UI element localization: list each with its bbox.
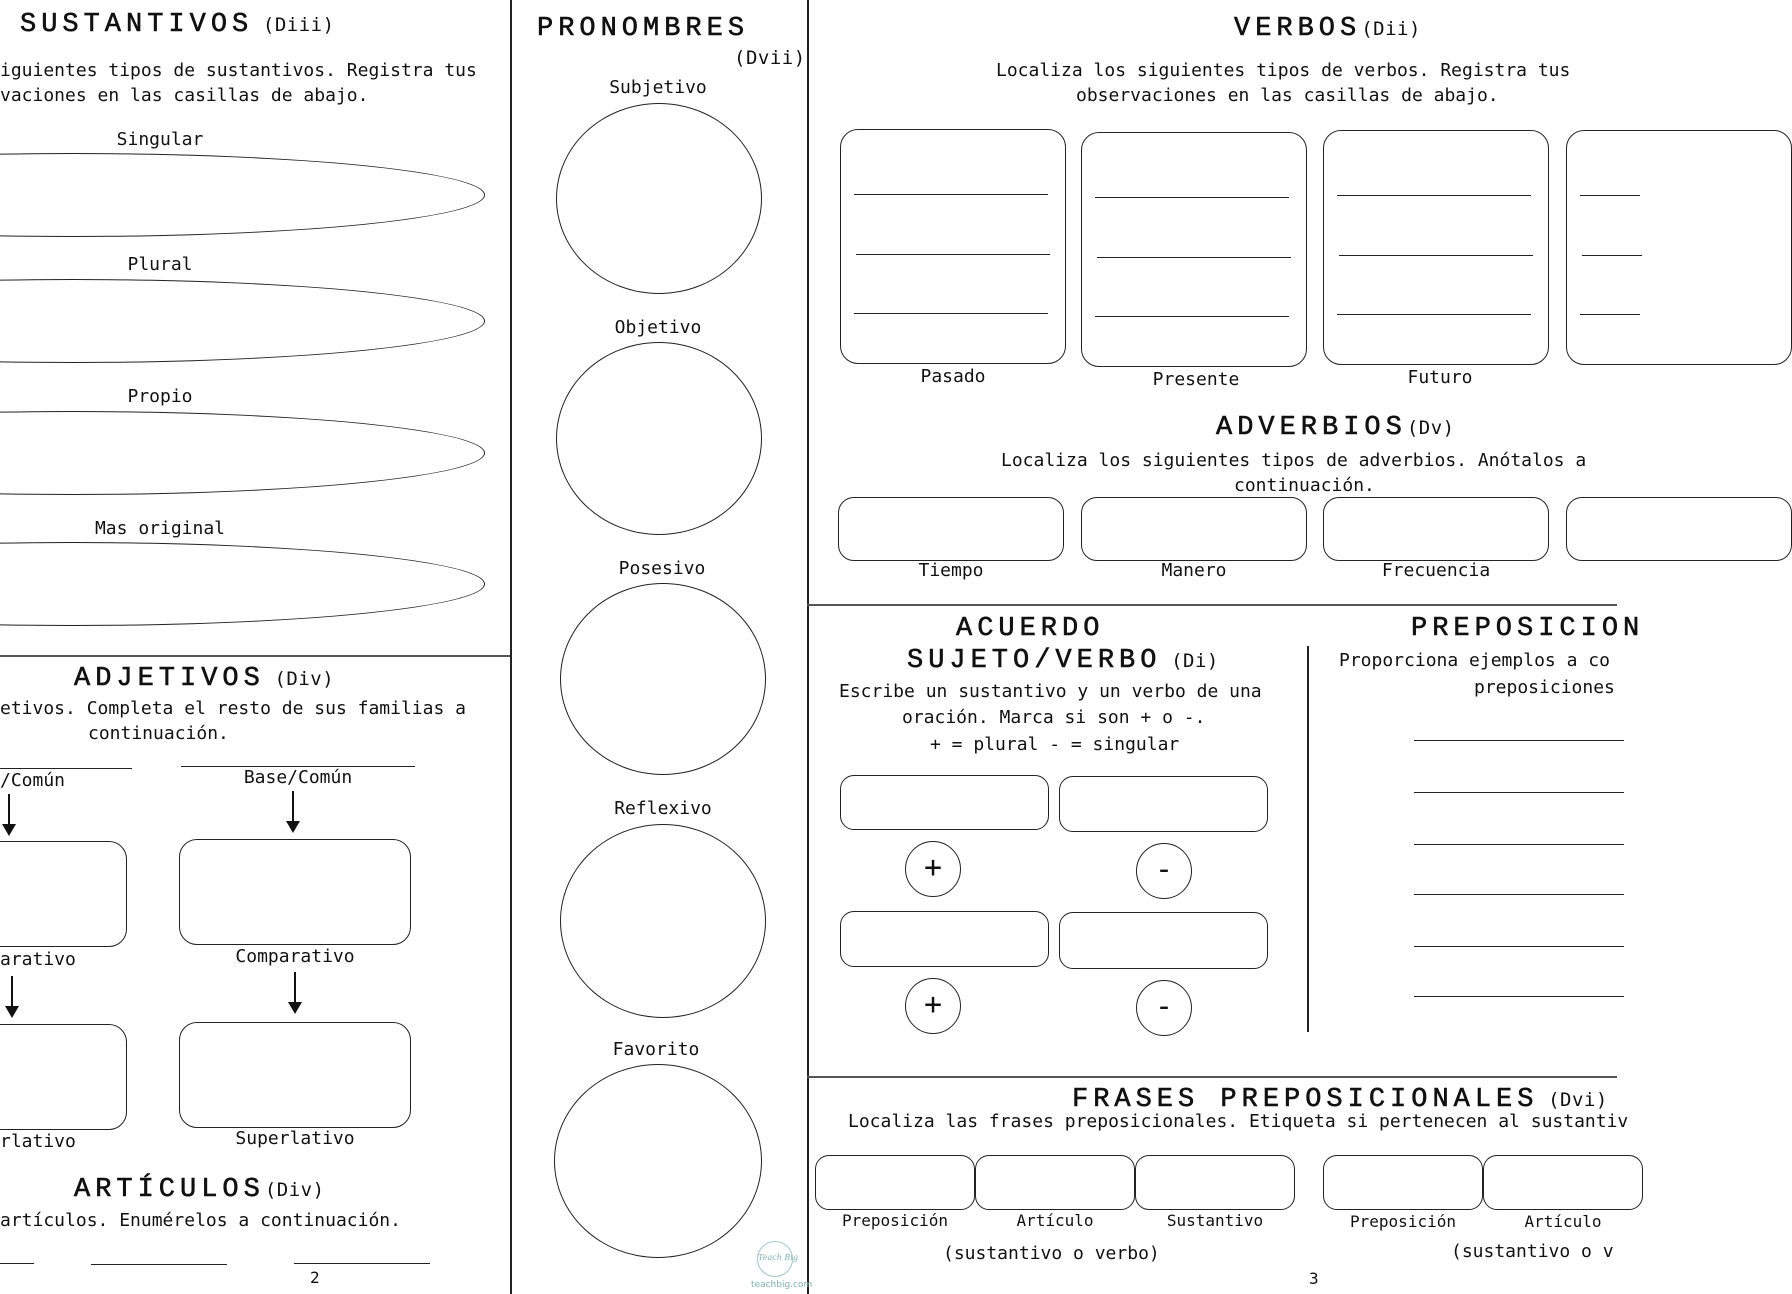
pasado-line-2[interactable] (856, 254, 1050, 255)
verbos-instruction-2: observaciones en las casillas de abajo. (1076, 85, 1499, 106)
label-favorito: Favorito (612, 1039, 700, 1060)
page-divider-center (807, 0, 809, 1294)
pronombres-title: PRONOMBRES (537, 14, 750, 44)
adverbios-title: ADVERBIOS (1216, 413, 1407, 443)
pasado-box[interactable] (840, 129, 1066, 364)
acuerdo-instruction-2: oración. Marca si son + o -. (902, 707, 1206, 728)
frase-a-preposicion-box[interactable] (815, 1155, 975, 1210)
sustantivos-code: (Diii) (262, 14, 335, 36)
articulo-line-2[interactable] (91, 1264, 227, 1265)
preposicion-line-6[interactable] (1414, 996, 1624, 997)
futuro-box[interactable] (1323, 130, 1549, 365)
adverbios-instruction-2: continuación. (1234, 475, 1375, 496)
subjetivo-circle[interactable] (556, 103, 762, 294)
verbo-box-2[interactable] (1059, 912, 1268, 969)
label-mas-original: Mas original (94, 518, 226, 539)
presente-line-1[interactable] (1095, 197, 1289, 198)
articulos-instruction: artículos. Enumérelos a continuación. (0, 1210, 401, 1231)
page-number-right: 3 (1309, 1269, 1319, 1288)
section-divider-adjetivos (0, 655, 510, 657)
sustantivos-instruction-2: vaciones en las casillas de abajo. (0, 85, 369, 106)
label-comparativo-a: arativo (0, 949, 76, 970)
comparativo-box-b[interactable] (179, 839, 411, 945)
label-frase-b-preposicion: Preposición (1350, 1212, 1456, 1231)
frecuencia-box[interactable] (1323, 497, 1549, 561)
plus-circle-1[interactable]: + (905, 841, 961, 897)
superlativo-box-b[interactable] (179, 1022, 411, 1128)
label-plural: Plural (127, 254, 193, 275)
presente-line-3[interactable] (1095, 316, 1289, 317)
articulos-heading (74, 1175, 325, 1205)
plural-ellipse[interactable] (0, 279, 485, 363)
label-frase-a-articulo: Artículo (1016, 1211, 1094, 1230)
label-frase-a-preposicion: Preposición (842, 1211, 948, 1230)
verbo-box-4[interactable] (1566, 130, 1792, 365)
presente-box[interactable] (1081, 132, 1307, 367)
futuro-line-1[interactable] (1337, 195, 1531, 196)
minus-circle-1[interactable]: - (1136, 843, 1192, 899)
plus-circle-2[interactable]: + (905, 978, 961, 1034)
adverbio-box-4[interactable] (1566, 497, 1792, 561)
label-frecuencia: Frecuencia (1381, 560, 1491, 581)
label-tiempo: Tiempo (918, 560, 984, 581)
label-objetivo: Objetivo (614, 317, 702, 338)
sustantivo-box-1[interactable] (840, 775, 1049, 830)
preposicion-line-2[interactable] (1414, 792, 1624, 793)
acuerdo-heading-2 (907, 646, 1219, 676)
adjetivos-heading (74, 664, 334, 694)
logo-url: teachbig.com (751, 1280, 813, 1290)
acuerdo-title-1: ACUERDO (956, 614, 1105, 644)
frase-b-articulo-box[interactable] (1483, 1155, 1643, 1210)
label-superlativo-a: rlativo (0, 1131, 76, 1152)
manero-box[interactable] (1081, 497, 1307, 561)
pronombres-code: (Dvii) (734, 47, 806, 69)
articulos-title: ARTÍCULOS (74, 1175, 265, 1205)
preposicion-line-3[interactable] (1414, 844, 1624, 845)
adjetivos-instruction-1: etivos. Completa el resto de sus familias a (0, 698, 466, 719)
superlativo-box-a[interactable] (0, 1024, 127, 1130)
preposicion-line-4[interactable] (1414, 894, 1624, 895)
verbo-4-line-2[interactable] (1582, 255, 1642, 256)
frases-instruction: Localiza las frases preposicionales. Etiqueta si pertenecen al sustantiv (848, 1111, 1629, 1132)
adverbios-instruction-1: Localiza los siguientes tipos de adverbios. Anótalos a (1001, 450, 1587, 471)
articulo-line-3[interactable] (294, 1263, 430, 1264)
articulos-code: (Div) (264, 1179, 325, 1201)
verbo-4-line-1[interactable] (1580, 195, 1640, 196)
arrow-down-icon (292, 791, 294, 831)
futuro-line-2[interactable] (1339, 255, 1533, 256)
label-base-a: /Común (0, 770, 66, 791)
pasado-line-3[interactable] (854, 313, 1048, 314)
verbo-box-1[interactable] (1059, 776, 1268, 832)
sustantivos-heading (20, 10, 335, 40)
frase-a-sustantivo-box[interactable] (1135, 1155, 1295, 1210)
label-manero: Manero (1161, 560, 1227, 581)
preposiciones-instruction-1: Proporciona ejemplos a co (1339, 650, 1610, 671)
frase-a-note: (sustantivo o verbo) (943, 1243, 1160, 1264)
acuerdo-code: (Di) (1171, 650, 1219, 672)
preposicion-line-5[interactable] (1414, 946, 1624, 947)
section-divider-preposiciones (1307, 646, 1309, 1032)
tiempo-box[interactable] (838, 497, 1064, 561)
pasado-line-1[interactable] (854, 194, 1048, 195)
sustantivos-instruction-1: iguientes tipos de sustantivos. Registra tus (0, 60, 477, 81)
label-singular: Singular (116, 129, 204, 150)
adjetivos-instruction-2: continuación. (88, 723, 229, 744)
page-divider-left (510, 0, 512, 1294)
section-divider-acuerdo (807, 604, 1617, 606)
page-number-left: 2 (310, 1268, 320, 1287)
singular-ellipse[interactable] (0, 153, 485, 237)
sustantivos-title: SUSTANTIVOS (20, 10, 254, 40)
label-propio: Propio (127, 386, 193, 407)
minus-circle-2[interactable]: - (1136, 980, 1192, 1036)
adverbios-code: (Dv) (1406, 417, 1455, 439)
arrow-down-icon (294, 972, 296, 1012)
label-presente: Presente (1152, 369, 1240, 390)
propio-ellipse[interactable] (0, 411, 485, 495)
comparativo-box-a[interactable] (0, 841, 127, 947)
label-futuro: Futuro (1407, 367, 1473, 388)
mas-original-ellipse[interactable] (0, 542, 485, 626)
label-base-b: Base/Común (243, 767, 353, 788)
label-superlativo-b: Superlativo (235, 1128, 355, 1149)
label-posesivo: Posesivo (618, 558, 706, 579)
verbos-heading (1234, 14, 1421, 44)
frase-b-preposicion-box[interactable] (1323, 1155, 1483, 1210)
presente-line-2[interactable] (1097, 257, 1291, 258)
acuerdo-instruction-1: Escribe un sustantivo y un verbo de una (839, 681, 1262, 702)
preposicion-line-1[interactable] (1414, 740, 1624, 741)
label-frase-a-sustantivo: Sustantivo (1166, 1211, 1264, 1230)
arrow-down-icon (8, 794, 10, 834)
reflexivo-circle[interactable] (560, 824, 766, 1018)
objetivo-circle[interactable] (556, 342, 762, 535)
frases-code: (Dvi) (1548, 1089, 1608, 1111)
label-frase-b-articulo: Artículo (1524, 1212, 1602, 1231)
frase-a-articulo-box[interactable] (975, 1155, 1135, 1210)
articulo-line-1[interactable] (0, 1263, 34, 1264)
posesivo-circle[interactable] (560, 583, 766, 775)
preposiciones-title: PREPOSICION (1411, 614, 1645, 644)
verbos-code: (Dii) (1361, 18, 1421, 40)
verbos-instruction-1: Localiza los siguientes tipos de verbos. Registra tus (996, 60, 1571, 81)
acuerdo-title-2: SUJETO/VERBO (907, 646, 1162, 676)
logo-text: Teach Big (758, 1253, 798, 1262)
acuerdo-instruction-3: + = plural - = singular (930, 734, 1180, 755)
label-reflexivo: Reflexivo (614, 798, 712, 819)
verbo-4-line-3[interactable] (1580, 314, 1640, 315)
teachbig-logo-icon (757, 1241, 798, 1277)
frases-title: FRASES PREPOSICIONALES (1072, 1085, 1539, 1115)
label-pasado: Pasado (920, 366, 986, 387)
section-divider-frases (807, 1076, 1617, 1078)
sustantivo-box-2[interactable] (840, 911, 1049, 967)
favorito-circle[interactable] (554, 1064, 762, 1258)
adverbios-heading (1216, 413, 1455, 443)
adjetivos-title: ADJETIVOS (74, 664, 265, 694)
label-comparativo-b: Comparativo (235, 946, 355, 967)
verbos-title: VERBOS (1234, 14, 1362, 44)
adjetivos-code: (Div) (274, 668, 335, 690)
preposiciones-instruction-2: preposiciones (1474, 677, 1615, 698)
frase-b-note: (sustantivo o v (1451, 1241, 1614, 1262)
futuro-line-3[interactable] (1337, 314, 1531, 315)
arrow-down-icon (11, 976, 13, 1016)
label-subjetivo: Subjetivo (609, 77, 707, 98)
